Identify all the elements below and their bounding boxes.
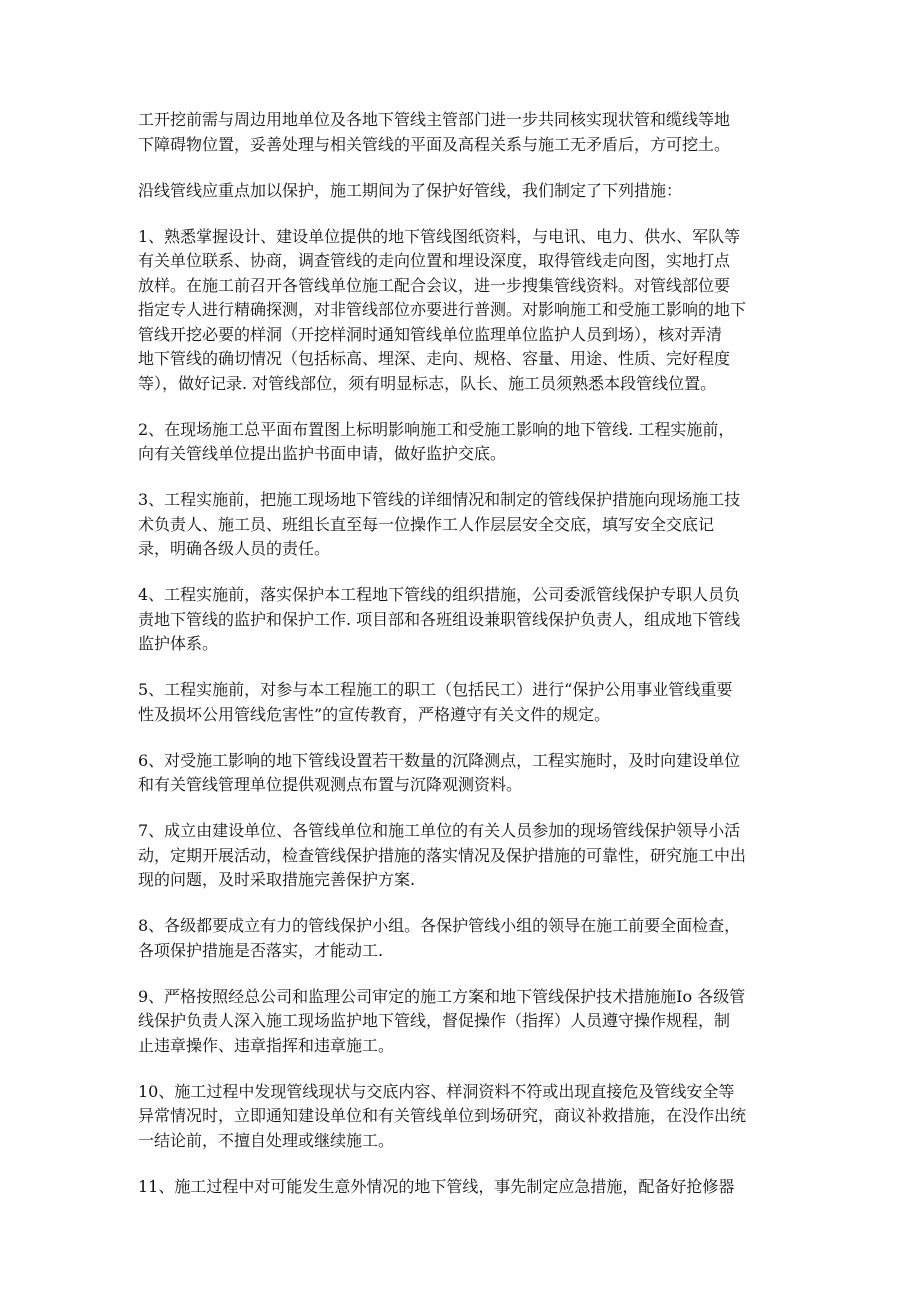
text-line: 一结论前，不擅自处理或继续施工。 — [138, 1130, 395, 1150]
text-line: 指定专人进行精确探测，对非管线部位亦要进行普测。对影响施工和受施工影响的地下 — [138, 300, 747, 319]
paragraph — [138, 819, 780, 893]
paragraph — [138, 108, 780, 157]
text-line: 工开挖前需与周边用地单位及各地下管线主管部门进一步共同核实现状管和缆线等地 — [138, 110, 731, 129]
text-line: 性及损坏公用管线危害性”的宣传教育，严格遵守有关文件的规定。 — [138, 704, 611, 724]
text-line: 下障碍物位置，妥善处理与相关管线的平面及高程关系与施工无矛盾后，方可挖土。 — [138, 134, 731, 154]
paragraph — [138, 179, 780, 204]
text-line: 异常情况时，立即通知建设单位和有关管线单位到场研究，商议补救措施，在没作出统 — [138, 1106, 747, 1125]
text-line: 4、工程实施前，落实保护本工程地下管线的组织措施，公司委派管线保护专职人员负 — [138, 585, 741, 604]
text-line: 现的问题，及时采取措施完善保护方案. — [138, 870, 416, 889]
text-line: 和有关管线管理单位提供观测点布置与沉降观测资料。 — [138, 775, 523, 794]
text-line: 等），做好记录. 对管线部位，须有明显标志，队长、施工员须熟悉本段管线位置。 — [138, 373, 717, 393]
text-line: 3、工程实施前，把施工现场地下管线的详细情况和制定的管线保护措施向现场施工技 — [138, 490, 741, 509]
text-line: 9、严格按照经总公司和监理公司审定的施工方案和地下管线保护技术措施施Io 各级管 — [138, 986, 746, 1006]
paragraph — [138, 583, 780, 657]
text-line: 有关单位联系、协商，调查管线的走向位置和埋设深度，取得管线走向图，实地打点 — [138, 251, 731, 270]
text-line: 录，明确各级人员的责任。 — [138, 539, 331, 558]
text-line: 放样。在施工前召开各管线单位施工配合会议，进一步搜集管线资料。对管线部位要 — [138, 275, 731, 295]
text-line: 11、施工过程中对可能发生意外情况的地下管线，事先制定应急措施，配备好抢修器 — [138, 1176, 735, 1196]
paragraph — [138, 678, 780, 727]
text-line: 责地下管线的监护和保护工作. 项目部和各班组设兼职管线保护负责人，组成地下管线 — [138, 609, 741, 629]
paragraph — [138, 985, 780, 1059]
paragraph — [138, 914, 780, 963]
text-line: 各项保护措施是否落实，才能动工. — [138, 940, 384, 960]
text-line: 沿线管线应重点加以保护，施工期间为了保护好管线，我们制定了下列措施： — [138, 180, 683, 200]
text-line: 向有关管线单位提出监护书面申请，做好监护交底。 — [138, 444, 507, 463]
text-line: 6、对受施工影响的地下管线设置若干数量的沉降测点，工程实施时，及时向建设单位 — [138, 750, 741, 770]
text-line: 8、各级都要成立有力的管线保护小组。各保护管线小组的领导在施工前要全面检查， — [138, 916, 741, 935]
text-line: 止违章操作、违章指挥和违章施工。 — [138, 1035, 395, 1055]
text-line: 7、成立由建设单位、各管线单位和施工单位的有关人员参加的现场管线保护领导小活 — [138, 821, 741, 840]
text-line: 线保护负责人深入施工现场监护地下管线，督促操作（指挥）人员遵守操作规程，制 — [138, 1011, 731, 1030]
text-line: 管线开挖必要的样洞（开挖样洞时通知管线单位监理单位监护人员到场），核对弄清 — [138, 324, 723, 344]
paragraph — [138, 749, 780, 798]
text-line: 5、工程实施前，对参与本工程施工的职工（包括民工）进行“保护公用事业管线重要 — [138, 680, 733, 699]
paragraph — [138, 418, 780, 467]
text-line: 地下管线的确切情况（包括标高、埋深、走向、规格、容量、用途、性质、完好程度 — [138, 349, 731, 368]
text-line: 监护体系。 — [138, 634, 219, 653]
paragraph — [138, 1175, 780, 1200]
text-line: 2、在现场施工总平面布置图上标明影响施工和受施工影响的地下管线. 工程实施前， — [138, 419, 735, 439]
paragraph — [138, 225, 780, 397]
text-line: 术负责人、施工员、班组长直至每一位操作工人作层层安全交底，填写安全交底记 — [138, 514, 715, 534]
text-line: 动，定期开展活动，检查管线保护措施的落实情况及保护措施的可靠性，研究施工中出 — [138, 845, 747, 865]
text-line: 10、施工过程中发现管线现状与交底内容、样洞资料不符或出现直接危及管线安全等 — [138, 1081, 735, 1101]
paragraph — [138, 488, 780, 562]
paragraph — [138, 1080, 780, 1154]
document-body — [138, 108, 780, 1221]
text-line: 1、熟悉掌握设计、建设单位提供的地下管线图纸资料，与电讯、电力、供水、军队等 — [138, 226, 741, 246]
